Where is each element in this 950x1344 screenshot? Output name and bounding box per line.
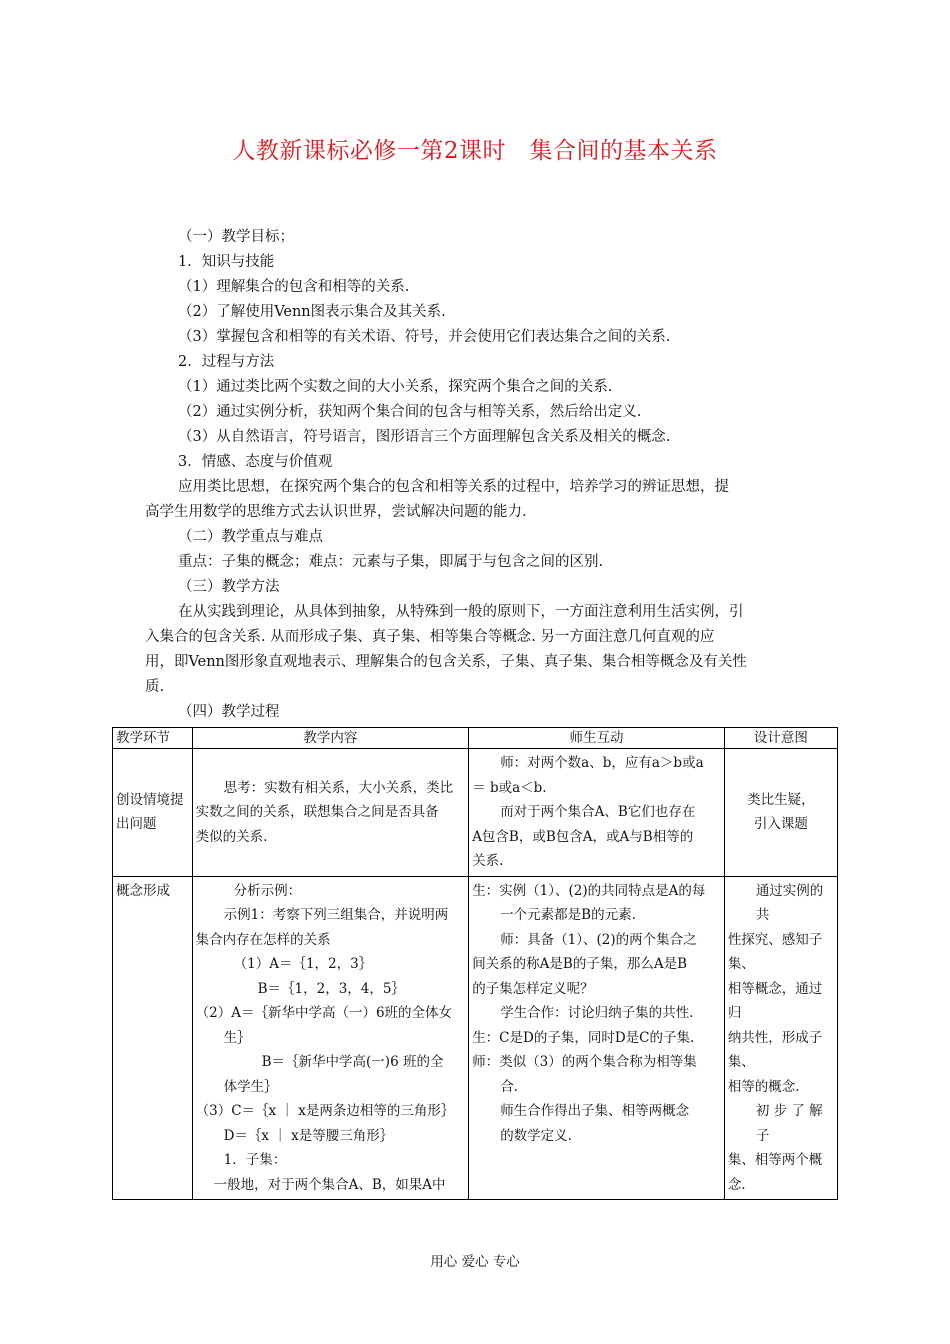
content-cell: 分析示例： 示例1：考察下列三组集合，并说明两 集合内存在怎样的关系 （1）A＝｛1，2，3｝ B＝｛1，2，3，4，5｝ （2）A＝｛新华中学高（一）6班的全体女 生｝ B＝｛新华中学高(一)6 班的全 体学生｝ （3）C＝｛x ｜ x是两条边相等的三角形｝ D＝｛x ｜ x是等腰三角形｝ 1．子集： 一般地，对于两个集合A、B，如果A中 [192,876,469,1200]
objective-item: （3）从自然语言，符号语言，图形语言三个方面理解包含关系及相关的概念. [178,429,671,445]
section-heading-keypoints: （二）教学重点与难点 [178,529,323,545]
subheading-knowledge: 1．知识与技能 [178,254,275,270]
keypoints-text: 重点：子集的概念；难点：元素与子集，即属于与包含之间的区别. [178,554,604,570]
content-cell: 思考：实数有相关系，大小关系，类比 实数之间的关系，联想集合之间是否具备 类似的关系. [192,749,469,877]
subheading-attitude: 3．情感、态度与价值观 [178,454,333,470]
stage-cell: 创设情境提 出问题 [113,749,193,877]
paragraph-line: 高学生用数学的思维方式去认识世界，尝试解决问题的能力. [145,504,527,520]
objective-item: （1）理解集合的包含和相等的关系. [178,279,410,295]
intent-cell: 通过实例的共 性探究、感知子集、 相等概念，通过归 纳共性，形成子集、 相等的概念. 初 步 了 解 子 集、相等两个概念. [724,876,837,1200]
table-row [113,876,838,1200]
header-intent: 设计意图 [724,728,837,749]
page-footer: 用心 爱心 专心 [430,1254,520,1270]
subheading-process: 2．过程与方法 [178,354,275,370]
interaction-cell: 师：对两个数a、b，应有a＞b或a ＝ b或a＜b. 而对于两个集合A、B它们也存在 A包含B，或B包含A，或A与B相等的 关系. [469,749,725,877]
objective-item: （3）掌握包含和相等的有关术语、符号，并会使用它们表达集合之间的关系. [178,329,671,345]
section-heading-objectives: （一）教学目标； [178,229,294,245]
paragraph-line: 在从实践到理论，从具体到抽象，从特殊到一般的原则下，一方面注意利用生活实例，引 [178,604,744,620]
objective-item: （2）通过实例分析，获知两个集合间的包含与相等关系，然后给出定义. [178,404,642,420]
section-heading-methods: （三）教学方法 [178,579,280,595]
page-title: 人教新课标必修一第2课时 集合间的基本关系 [232,138,718,164]
table-header-row [113,728,838,749]
objective-item: （2）了解使用Venn图表示集合及其关系. [178,304,446,320]
interaction-cell: 生：实例（1）、(2)的共同特点是A的每 一个元素都是B的元素. 师：具备（1）、(2)的两个集合之 间关系的称A是B的子集，那么A是B 的子集怎样定义呢？ 学生合作：讨论归纳子集的共性. 生：C是D的子集，同时D是C的子集. 师：类似（3）的两个集合称为相等集 合. 师生合作得出子集、相等两概念 的数学定义. [469,876,725,1200]
intent-cell: 类比生疑， 引入课题 [724,749,837,877]
stage-cell: 概念形成 [113,876,193,1200]
header-stage: 教学环节 [113,728,193,749]
paragraph-line: 质. [145,679,165,695]
teaching-process-table [112,727,838,1200]
objective-item: （1）通过类比两个实数之间的大小关系，探究两个集合之间的关系. [178,379,613,395]
paragraph-line: 入集合的包含关系. 从而形成子集、真子集、相等集合等概念. 另一方面注意几何直观的应 [145,629,715,645]
section-heading-process: （四）教学过程 [178,704,280,720]
header-interaction: 师生互动 [469,728,725,749]
header-content: 教学内容 [192,728,469,749]
paragraph-line: 应用类比思想，在探究两个集合的包含和相等关系的过程中，培养学习的辨证思想，提 [178,479,729,495]
table-row [113,749,838,877]
paragraph-line: 用，即Venn图形象直观地表示、理解集合的包含关系，子集、真子集、集合相等概念及有关性 [145,654,747,670]
